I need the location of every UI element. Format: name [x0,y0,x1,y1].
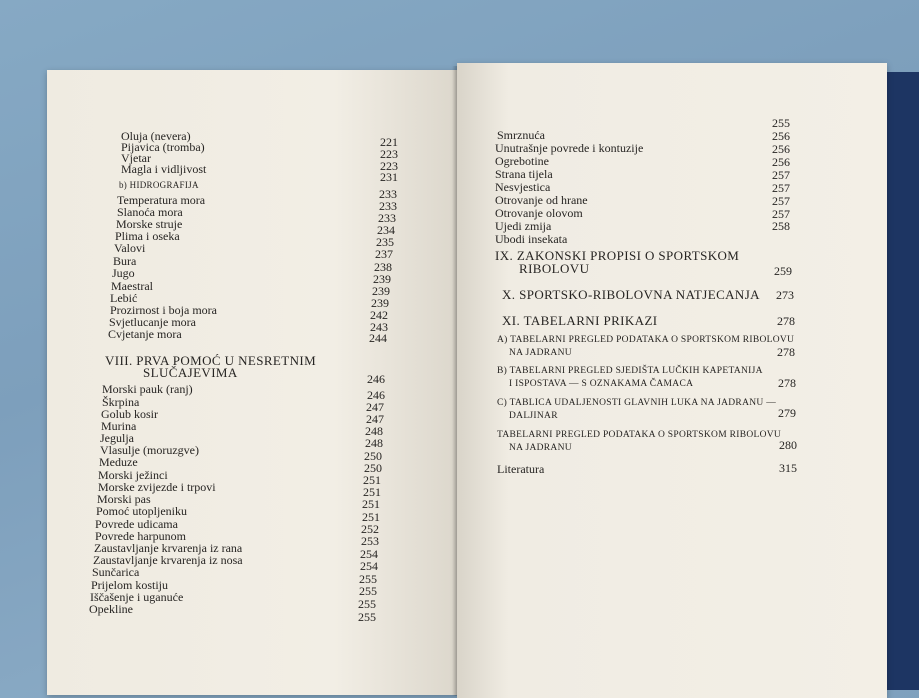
toc-page-number: 243 [370,320,388,334]
toc-subsection: b) HIDROGRAFIJA [119,180,199,190]
toc-table-entry-cont: NA JADRANU [509,348,572,358]
toc-entry: Meduze [99,455,138,469]
toc-page-number: 223 [380,159,398,173]
toc-page-number: 250 [364,461,382,475]
toc-chapter-heading-cont: RIBOLOVU [519,261,590,276]
toc-entry: Pomoć utopljeniku [96,504,187,518]
toc-entry: Unutrašnje povrede i kontuzije [495,141,644,155]
toc-entry: Lebić [110,291,138,305]
toc-page-number: 255 [359,572,377,586]
toc-table-entry-cont: I ISPOSTAVA — S OZNAKAMA ČAMACA [509,379,694,389]
toc-chapter-heading: IX. ZAKONSKI PROPISI O SPORTSKOM [495,248,740,263]
toc-table-entry-cont: NA JADRANU [509,443,572,453]
toc-entry: Morski pauk (ranj) [102,382,193,396]
toc-page-number: 257 [772,168,790,182]
toc-page-number: 221 [380,135,398,149]
toc-entry: Ujedi zmija [495,219,552,233]
toc-entry: Valovi [114,241,146,255]
toc-page-number: 258 [772,219,790,233]
toc-chapter-heading-cont: SLUČAJEVIMA [143,365,238,380]
toc-chapter-heading: XI. TABELARNI PRIKAZI [502,313,658,328]
toc-entry: Otrovanje olovom [495,206,583,220]
toc-entry: Ubodi insekata [495,232,568,246]
toc-page-number: 251 [362,497,380,511]
toc-page-number: 256 [772,155,790,169]
right-page [457,63,887,698]
toc-table-entry: C) TABLICA UDALJENOSTI GLAVNIH LUKA NA JADRANU — [497,398,777,408]
toc-entry: Prozirnost i boja mora [110,303,217,317]
toc-entry: Ogrebotine [495,154,549,168]
toc-page-number: 278 [777,314,795,328]
toc-page-number: 257 [772,181,790,195]
toc-page-number: 233 [379,199,397,213]
toc-table-entry: B) TABELARNI PREGLED SJEDIŠTA LUČKIH KAPETANIJA [497,366,763,376]
toc-entry: Magla i vidljivost [121,162,207,176]
toc-page-number: 231 [380,170,398,184]
toc-page-number: 280 [779,438,797,452]
toc-page-number: 252 [361,522,379,536]
toc-page-number: 278 [778,376,796,390]
toc-page-number: 255 [359,584,377,598]
toc-entry: Zaustavljanje krvarenja iz rana [94,541,243,555]
toc-entry: Literatura [497,462,545,476]
toc-entry: Slanoća mora [117,205,183,219]
toc-entry: Plima i oseka [115,229,180,243]
toc-page-number: 253 [361,534,379,548]
toc-page-number: 248 [365,436,383,450]
toc-entry: Otrovanje od hrane [495,193,588,207]
toc-page-number: 254 [360,559,378,573]
toc-page-number: 315 [779,461,797,475]
toc-entry: Morski ježinci [98,468,168,482]
toc-entry: Sunčarica [92,565,140,579]
toc-page-number: 244 [369,331,387,345]
toc-page-number: 239 [371,296,389,310]
toc-page-number: 257 [772,194,790,208]
toc-table-entry: TABELARNI PREGLED PODATAKA O SPORTSKOM RIBOLOVU [497,430,782,440]
toc-page-number: 255 [772,116,790,130]
toc-page-number: 242 [370,308,388,322]
toc-entry: Cvjetanje mora [108,327,182,341]
toc-page-number: 255 [358,597,376,611]
toc-entry: Povrede udicama [95,517,178,531]
toc-entry: Maestral [111,279,153,293]
toc-chapter-heading: VIII. PRVA POMOĆ U NESRETNIM [105,353,317,368]
toc-entry: Morske struje [116,217,183,231]
toc-entry: Vjetar [121,151,151,165]
toc-page-number: 251 [362,510,380,524]
toc-page-number: 251 [363,485,381,499]
toc-page-number: 257 [772,207,790,221]
toc-page-number: 278 [777,345,795,359]
toc-page-number: 223 [380,147,398,161]
toc-page-number: 237 [375,247,393,261]
toc-entry: Murina [101,419,137,433]
toc-table-entry-cont: DALJINAR [509,411,558,421]
toc-entry: Svjetlucanje mora [109,315,196,329]
toc-entry: Oluja (nevera) [121,129,191,143]
toc-page-number: 233 [379,187,397,201]
toc-entry: Prijelom kostiju [91,578,169,592]
toc-entry: Škrpina [102,395,140,409]
left-page [47,70,457,695]
toc-entry: Morski pas [97,492,151,506]
toc-entry: Opekline [89,602,133,616]
toc-entry: Temperatura mora [117,193,206,207]
toc-page-number: 254 [360,547,378,561]
toc-entry: Smrznuća [497,128,545,142]
toc-page-number: 256 [772,142,790,156]
toc-entry: Jegulja [100,431,134,445]
toc-table-entry: A) TABELARNI PREGLED PODATAKA O SPORTSKOM RIBOLOVU [497,335,795,345]
toc-entry: Nesvjestica [495,180,551,194]
toc-page-number: 250 [364,449,382,463]
toc-page-number: 255 [358,610,376,624]
toc-page-number: 239 [373,272,391,286]
toc-entry: Iščašenje i uganuće [90,590,184,604]
toc-entry: Zaustavljanje krvarenja iz nosa [93,553,243,567]
toc-page-number: 239 [372,284,390,298]
toc-page-number: 279 [778,406,796,420]
toc-page-number: 256 [772,129,790,143]
toc-page-number: 248 [365,424,383,438]
toc-entry: Pijavica (tromba) [121,140,205,154]
toc-entry: Jugo [112,266,135,280]
toc-entry: Golub kosir [101,407,158,421]
toc-page-number: 251 [363,473,381,487]
toc-page-number: 235 [376,235,394,249]
toc-page-number: 273 [776,288,794,302]
toc-page-number: 233 [378,211,396,225]
toc-chapter-heading: X. SPORTSKO-RIBOLOVNA NATJECANJA [502,287,760,302]
toc-entry: Vlasulje (moruzgve) [100,443,199,457]
toc-page-number: 238 [374,260,392,274]
toc-page-number: 247 [366,412,384,426]
toc-page-number: 259 [774,264,792,278]
toc-entry: Bura [113,254,137,268]
toc-entry: Strana tijela [495,167,553,181]
toc-page-number: 246 [367,372,385,386]
toc-page-number: 234 [377,223,395,237]
toc-entry: Morske zvijezde i trpovi [98,480,216,494]
toc-page-number: 246 [367,388,385,402]
toc-entry: Povrede harpunom [95,529,186,543]
toc-page-number: 247 [366,400,384,414]
